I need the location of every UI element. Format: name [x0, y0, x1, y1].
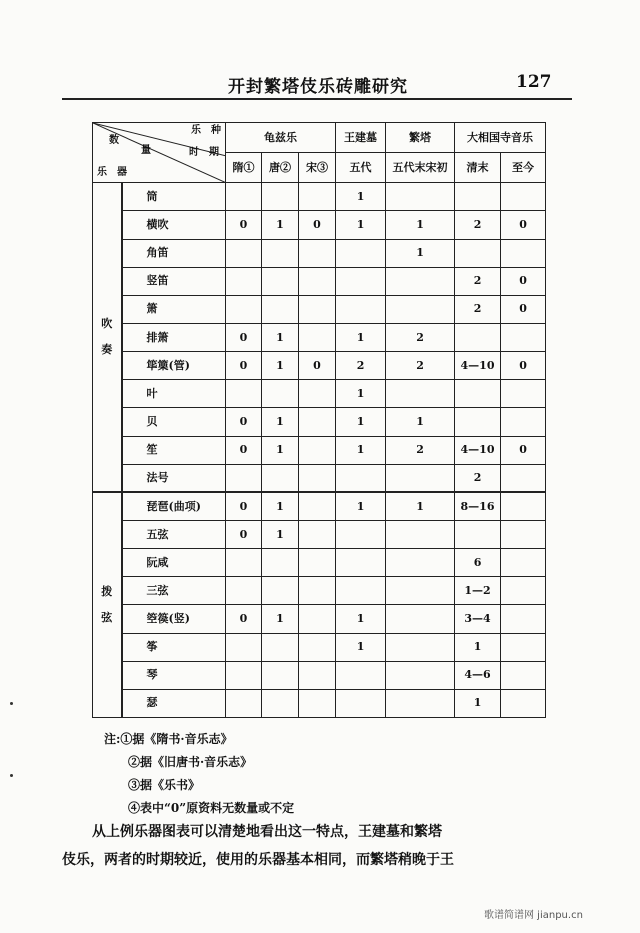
value-cell — [386, 380, 455, 408]
value-cell — [299, 239, 336, 267]
value-cell: 2 — [386, 436, 455, 464]
corner-label-period: 时 期 — [189, 147, 219, 158]
value-cell — [386, 689, 455, 717]
value-cell: 1 — [336, 492, 386, 520]
corner-label-count-2: 量 — [141, 145, 151, 156]
value-cell — [336, 464, 386, 492]
value-cell: 2 — [336, 352, 386, 380]
value-cell — [386, 633, 455, 661]
value-cell — [226, 577, 262, 605]
value-cell — [386, 549, 455, 577]
value-cell: 1 — [262, 492, 299, 520]
category-cell — [93, 183, 122, 493]
value-cell: 2 — [455, 267, 501, 295]
category-cell — [93, 492, 122, 717]
table-row — [93, 464, 546, 492]
value-cell: 1 — [336, 211, 386, 239]
value-cell — [299, 689, 336, 717]
value-cell — [336, 577, 386, 605]
value-cell: 0 — [226, 408, 262, 436]
value-cell: 1 — [336, 605, 386, 633]
value-cell — [455, 380, 501, 408]
table-notes — [104, 728, 294, 820]
value-cell — [299, 633, 336, 661]
value-cell: 0 — [226, 352, 262, 380]
instrument-name: 五弦 — [122, 520, 226, 548]
value-cell — [226, 689, 262, 717]
value-cell: 1 — [386, 211, 455, 239]
value-cell — [299, 520, 336, 548]
period-header: 五代末宋初 — [386, 153, 455, 183]
instrument-name: 竖笛 — [122, 267, 226, 295]
value-cell — [501, 520, 546, 548]
period-header: 清末 — [455, 153, 501, 183]
page-number: 127 — [516, 72, 552, 92]
table-corner-cell — [93, 123, 226, 183]
period-header: 隋① — [226, 153, 262, 183]
body-paragraph — [62, 818, 582, 874]
value-cell — [299, 549, 336, 577]
table-row — [93, 239, 546, 267]
instrument-name: 筝 — [122, 633, 226, 661]
value-cell — [501, 408, 546, 436]
instrument-name: 叶 — [122, 380, 226, 408]
value-cell — [336, 267, 386, 295]
value-cell: 0 — [501, 295, 546, 323]
value-cell — [501, 492, 546, 520]
value-cell: 1 — [262, 352, 299, 380]
category-char: 吹 — [101, 317, 113, 331]
value-cell: 1 — [262, 324, 299, 352]
instrument-table — [92, 122, 546, 718]
value-cell — [501, 183, 546, 211]
value-cell — [262, 239, 299, 267]
corner-label-instrument: 乐 器 — [97, 167, 127, 178]
value-cell: 1 — [262, 436, 299, 464]
value-cell — [336, 295, 386, 323]
table-row — [93, 549, 546, 577]
instrument-name: 琴 — [122, 661, 226, 689]
period-header: 至今 — [501, 153, 546, 183]
scan-speck — [10, 774, 13, 777]
value-cell: 1 — [455, 633, 501, 661]
instrument-name: 三弦 — [122, 577, 226, 605]
value-cell: 1 — [262, 408, 299, 436]
instrument-name: 瑟 — [122, 689, 226, 717]
value-cell — [386, 464, 455, 492]
value-cell: 2 — [455, 295, 501, 323]
category-char: 弦 — [101, 611, 113, 625]
value-cell: 1—2 — [455, 577, 501, 605]
value-cell — [299, 380, 336, 408]
table-row — [93, 633, 546, 661]
value-cell — [226, 267, 262, 295]
value-cell: 1 — [336, 408, 386, 436]
scan-speck — [10, 702, 13, 705]
value-cell — [386, 267, 455, 295]
value-cell — [336, 520, 386, 548]
value-cell: 0 — [501, 267, 546, 295]
value-cell — [299, 436, 336, 464]
value-cell — [386, 661, 455, 689]
corner-label-genre: 乐 种 — [191, 125, 221, 136]
value-cell — [226, 239, 262, 267]
value-cell — [262, 267, 299, 295]
value-cell — [226, 661, 262, 689]
table-row — [93, 408, 546, 436]
value-cell: 1 — [336, 380, 386, 408]
value-cell — [501, 324, 546, 352]
instrument-name: 琵琶(曲项) — [122, 492, 226, 520]
value-cell — [299, 605, 336, 633]
period-header: 五代 — [336, 153, 386, 183]
note-line: ④表中“0”原资料无数量或不定 — [128, 801, 295, 815]
value-cell — [501, 689, 546, 717]
value-cell — [262, 183, 299, 211]
value-cell — [336, 549, 386, 577]
instrument-name: 排箫 — [122, 324, 226, 352]
value-cell — [455, 520, 501, 548]
category-char: 奏 — [101, 343, 113, 357]
period-header: 宋③ — [299, 153, 336, 183]
value-cell: 2 — [455, 211, 501, 239]
table-row — [93, 211, 546, 239]
value-cell: 0 — [501, 211, 546, 239]
value-cell — [226, 633, 262, 661]
value-cell — [501, 464, 546, 492]
value-cell — [262, 549, 299, 577]
value-cell — [386, 605, 455, 633]
value-cell — [262, 689, 299, 717]
category-char: 拨 — [101, 585, 113, 599]
value-cell: 4—6 — [455, 661, 501, 689]
value-cell — [262, 577, 299, 605]
value-cell: 0 — [226, 324, 262, 352]
value-cell: 0 — [226, 520, 262, 548]
instrument-name: 箫 — [122, 295, 226, 323]
value-cell — [299, 267, 336, 295]
value-cell: 1 — [336, 436, 386, 464]
period-header: 唐② — [262, 153, 299, 183]
note-line: ②据《旧唐书·音乐志》 — [128, 755, 253, 769]
value-cell — [386, 183, 455, 211]
value-cell: 1 — [386, 239, 455, 267]
instrument-name: 法号 — [122, 464, 226, 492]
value-cell — [386, 295, 455, 323]
table-row — [93, 352, 546, 380]
corner-label-count-1: 数 — [109, 135, 119, 146]
value-cell: 2 — [386, 352, 455, 380]
instrument-name: 阮咸 — [122, 549, 226, 577]
value-cell: 1 — [336, 183, 386, 211]
table-row — [93, 380, 546, 408]
value-cell — [299, 464, 336, 492]
value-cell — [455, 408, 501, 436]
value-cell — [501, 633, 546, 661]
group-header-qiuci: 龟兹乐 — [226, 123, 336, 153]
value-cell: 2 — [386, 324, 455, 352]
group-header-xiangguosi: 大相国寺音乐 — [455, 123, 546, 153]
instrument-name: 贝 — [122, 408, 226, 436]
value-cell — [226, 380, 262, 408]
value-cell — [262, 464, 299, 492]
value-cell: 0 — [226, 211, 262, 239]
note-line: ③据《乐书》 — [128, 778, 201, 792]
table-row — [93, 436, 546, 464]
instrument-name: 箜篌(竖) — [122, 605, 226, 633]
value-cell: 1 — [336, 324, 386, 352]
table-row — [93, 295, 546, 323]
site-watermark: 歌谱简谱网 jianpu.cn — [484, 910, 583, 921]
body-line-1: 从上例乐器图表可以清楚地看出这一特点，王建墓和繁塔 — [92, 824, 442, 840]
value-cell — [226, 549, 262, 577]
value-cell — [501, 239, 546, 267]
value-cell: 8—16 — [455, 492, 501, 520]
body-line-2: 伎乐，两者的时期较近，使用的乐器基本相同，而繁塔稍晚于王 — [62, 852, 454, 868]
value-cell — [262, 661, 299, 689]
value-cell — [455, 239, 501, 267]
value-cell — [299, 295, 336, 323]
value-cell — [299, 492, 336, 520]
value-cell: 1 — [386, 408, 455, 436]
value-cell: 0 — [501, 352, 546, 380]
note-line: 注:①据《隋书·音乐志》 — [104, 732, 233, 746]
value-cell — [501, 661, 546, 689]
value-cell: 4—10 — [455, 352, 501, 380]
value-cell — [336, 661, 386, 689]
table-row — [93, 577, 546, 605]
value-cell: 1 — [262, 520, 299, 548]
table-row — [93, 605, 546, 633]
value-cell — [336, 689, 386, 717]
value-cell — [299, 183, 336, 211]
instrument-name: 筚篥(管) — [122, 352, 226, 380]
value-cell: 0 — [501, 436, 546, 464]
instrument-name: 横吹 — [122, 211, 226, 239]
table-row — [93, 689, 546, 717]
value-cell: 4—10 — [455, 436, 501, 464]
value-cell — [299, 408, 336, 436]
value-cell — [226, 183, 262, 211]
value-cell — [262, 633, 299, 661]
value-cell — [262, 380, 299, 408]
value-cell: 1 — [262, 211, 299, 239]
value-cell: 0 — [226, 605, 262, 633]
value-cell — [299, 661, 336, 689]
value-cell — [501, 577, 546, 605]
value-cell — [501, 549, 546, 577]
value-cell — [299, 577, 336, 605]
value-cell — [455, 183, 501, 211]
value-cell — [262, 295, 299, 323]
value-cell: 3—4 — [455, 605, 501, 633]
value-cell: 0 — [226, 436, 262, 464]
table-row — [93, 267, 546, 295]
value-cell — [386, 520, 455, 548]
table-row — [93, 324, 546, 352]
value-cell: 1 — [336, 633, 386, 661]
group-header-wangjianmu: 王建墓 — [336, 123, 386, 153]
value-cell: 0 — [299, 352, 336, 380]
value-cell — [336, 239, 386, 267]
header-rule — [62, 98, 572, 100]
value-cell: 6 — [455, 549, 501, 577]
group-header-fanta: 繁塔 — [386, 123, 455, 153]
value-cell: 2 — [455, 464, 501, 492]
value-cell: 0 — [226, 492, 262, 520]
table-row — [93, 183, 546, 211]
value-cell — [226, 464, 262, 492]
table-row — [93, 492, 546, 520]
value-cell: 1 — [455, 689, 501, 717]
value-cell: 1 — [262, 605, 299, 633]
table-row — [93, 661, 546, 689]
value-cell: 0 — [299, 211, 336, 239]
instrument-name: 筒 — [122, 183, 226, 211]
value-cell — [455, 324, 501, 352]
value-cell — [226, 295, 262, 323]
instrument-name: 角笛 — [122, 239, 226, 267]
value-cell — [299, 324, 336, 352]
value-cell — [501, 380, 546, 408]
instrument-name: 笙 — [122, 436, 226, 464]
table-row — [93, 520, 546, 548]
value-cell: 1 — [386, 492, 455, 520]
running-header-title: 开封繁塔伎乐砖雕研究 — [228, 77, 408, 97]
value-cell — [386, 577, 455, 605]
value-cell — [501, 605, 546, 633]
